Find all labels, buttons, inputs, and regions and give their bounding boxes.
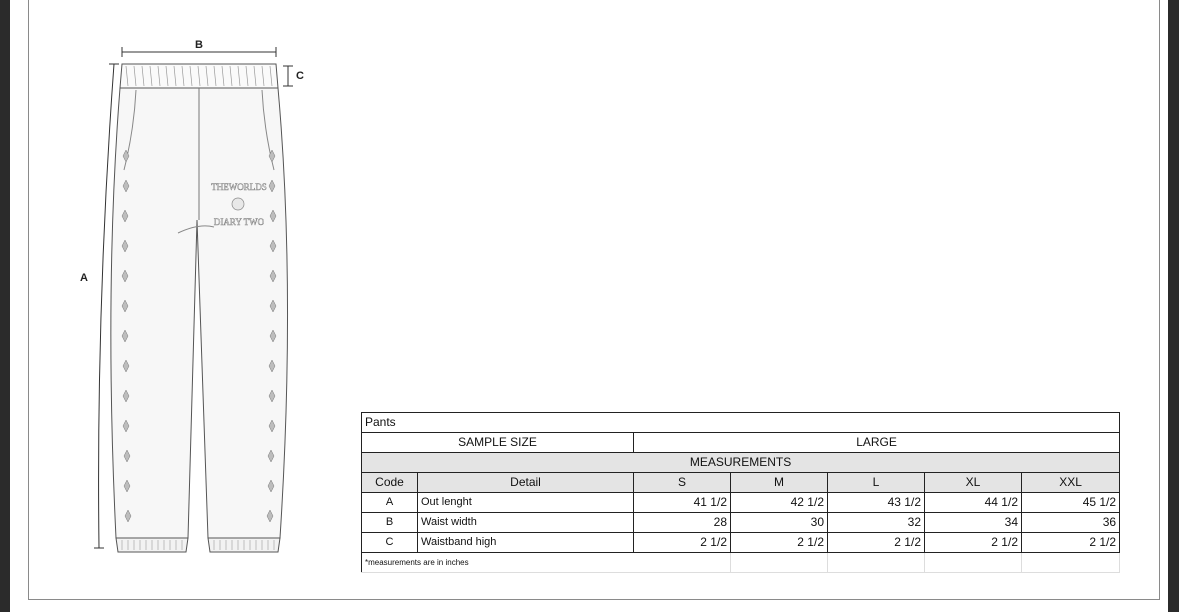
- row-value: 41 1/2: [634, 493, 731, 513]
- table-header-row: [362, 473, 1120, 493]
- row-value: 2 1/2: [1022, 533, 1120, 553]
- dimension-c-marker: [283, 66, 304, 86]
- row-detail: Waistband high: [418, 533, 634, 553]
- dimension-a-label: A: [80, 272, 88, 284]
- row-value: 36: [1022, 513, 1120, 533]
- row-detail: Out lenght: [418, 493, 634, 513]
- measurements-row: [362, 453, 1120, 473]
- dimension-b-marker: [122, 39, 276, 57]
- sample-size-value: LARGE: [634, 433, 1120, 453]
- print-globe-icon: [232, 198, 244, 210]
- row-detail: Waist width: [418, 513, 634, 533]
- row-code: A: [362, 493, 418, 513]
- table-row: [362, 533, 1120, 553]
- row-value: 42 1/2: [731, 493, 828, 513]
- row-code: C: [362, 533, 418, 553]
- header-size-xxl: XXL: [1022, 473, 1120, 493]
- table-row: [362, 493, 1120, 513]
- table-title: Pants: [362, 413, 1120, 433]
- header-size-xl: XL: [925, 473, 1022, 493]
- row-value: 45 1/2: [1022, 493, 1120, 513]
- table-row: [362, 513, 1120, 533]
- row-value: 44 1/2: [925, 493, 1022, 513]
- row-value: 32: [828, 513, 925, 533]
- print-line-2: DIARY TWO: [213, 217, 265, 227]
- dimension-b-label: B: [195, 39, 203, 51]
- row-value: 30: [731, 513, 828, 533]
- header-size-l: L: [828, 473, 925, 493]
- footnote: *measurements are in inches: [362, 553, 731, 573]
- header-code: Code: [362, 473, 418, 493]
- table-title-row: [362, 413, 1120, 433]
- row-value: 28: [634, 513, 731, 533]
- header-size-s: S: [634, 473, 731, 493]
- row-value: 2 1/2: [634, 533, 731, 553]
- measurements-label: MEASUREMENTS: [362, 453, 1120, 473]
- sample-size-row: [362, 433, 1120, 453]
- row-value: 43 1/2: [828, 493, 925, 513]
- sample-size-label: SAMPLE SIZE: [362, 433, 634, 453]
- row-value: 2 1/2: [925, 533, 1022, 553]
- row-code: B: [362, 513, 418, 533]
- row-value: 2 1/2: [731, 533, 828, 553]
- header-size-m: M: [731, 473, 828, 493]
- dimension-c-label: C: [296, 70, 304, 82]
- pants-sketch: [64, 30, 314, 560]
- footnote-row: [362, 553, 1120, 573]
- header-detail: Detail: [418, 473, 634, 493]
- row-value: 34: [925, 513, 1022, 533]
- row-value: 2 1/2: [828, 533, 925, 553]
- pants-outline: [111, 64, 288, 552]
- measurement-table: [361, 412, 1120, 573]
- print-line-1: THEWORLDS: [211, 182, 267, 192]
